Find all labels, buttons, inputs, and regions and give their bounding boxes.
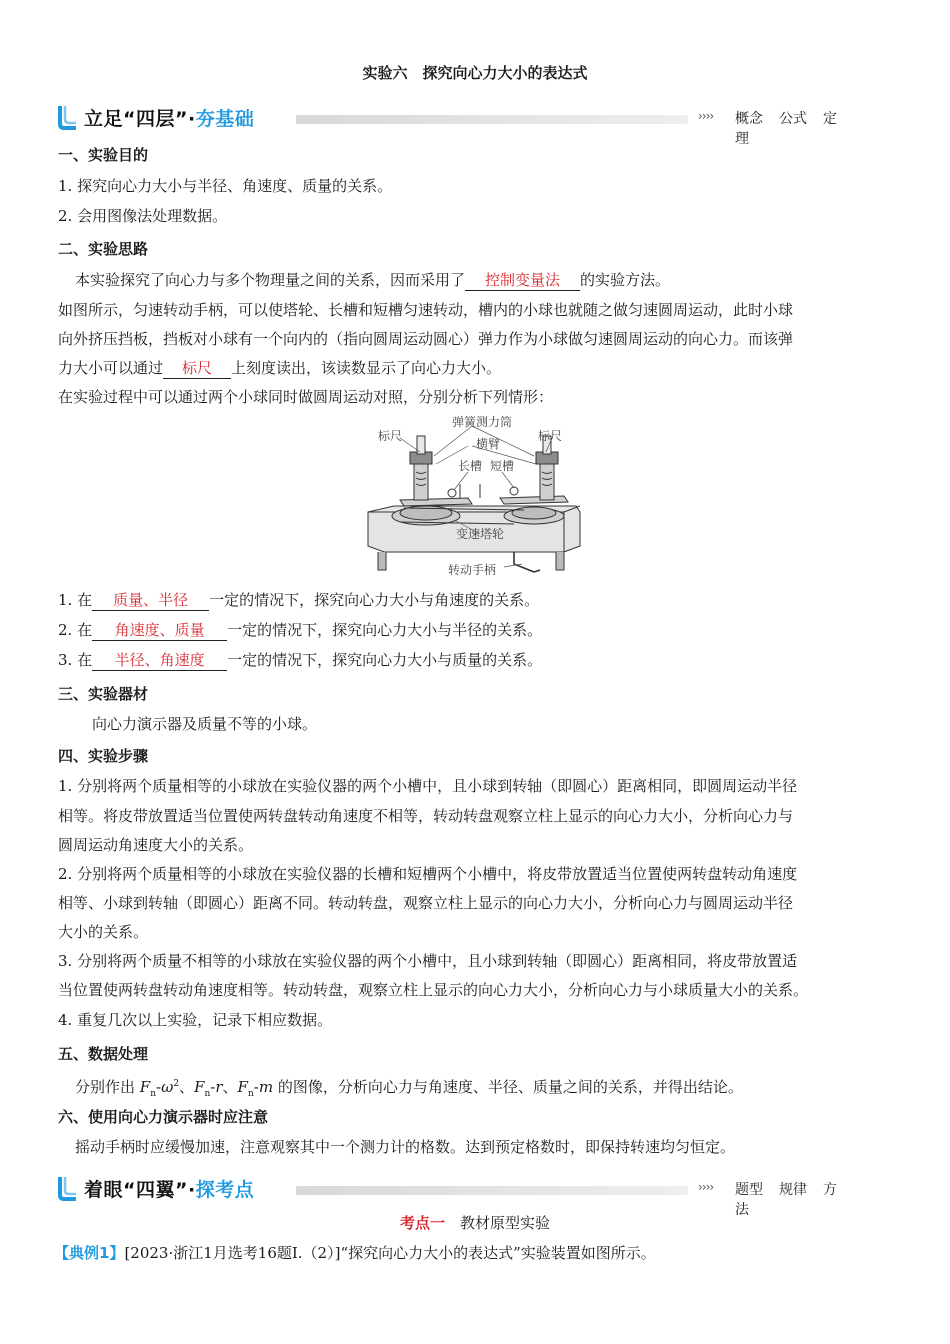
corner-bracket-icon bbox=[58, 1175, 78, 1201]
centripetal-apparatus-figure bbox=[364, 412, 586, 582]
heading-equipment: 三、实验器材 bbox=[58, 685, 149, 703]
figure-label: 变速塔轮 bbox=[456, 527, 505, 541]
heading-approach: 二、实验思路 bbox=[58, 240, 149, 258]
figure-label: 短槽 bbox=[490, 459, 515, 473]
corner-bracket-icon bbox=[58, 104, 78, 130]
heading-steps: 四、实验步骤 bbox=[58, 747, 149, 765]
figure-label: 长槽 bbox=[458, 459, 483, 473]
step-line: 3. 分别将两个质量不相等的小球放在实验仪器的两个小槽中，且小球到转轴（即圆心）距离相同，将皮带放置适 bbox=[58, 952, 798, 970]
answer-blank: 角速度、质量 bbox=[92, 620, 227, 641]
banner-title-left: 立足“四层”· bbox=[84, 108, 196, 130]
example-badge: 【典例1】 bbox=[54, 1244, 125, 1262]
banner-tag: 公式 bbox=[779, 111, 807, 127]
heading-notes: 六、使用向心力演示器时应注意 bbox=[58, 1108, 269, 1126]
answer-blank: 标尺 bbox=[163, 358, 231, 379]
case-item: 1. 在 质量、半径 一定的情况下，探究向心力大小与角速度的关系。 bbox=[58, 591, 540, 609]
answer-blank: 质量、半径 bbox=[92, 590, 209, 611]
step-line: 2. 分别将两个质量相等的小球放在实验仪器的长槽和短槽两个小槽中，将皮带放置适当位置使两转盘转动角速度 bbox=[58, 865, 798, 883]
figure-label: 弹簧测力筒 bbox=[452, 415, 513, 429]
banner-title-left: 着眼“四翼”· bbox=[84, 1179, 196, 1201]
approach-paragraph-2: 如图所示，匀速转动手柄，可以使塔轮、长槽和短槽匀速转动，槽内的小球也就随之做匀速圆周运动，此时小球 bbox=[58, 301, 794, 319]
step-line: 当位置使两转盘转动角速度相等。转动转盘，观察立柱上显示的向心力大小，分析向心力与小球质量大小的关系。 bbox=[58, 981, 809, 999]
banner-tag: 规律 bbox=[779, 1182, 807, 1198]
section-banner-basics bbox=[58, 102, 858, 147]
answer-blank: 半径、角速度 bbox=[92, 650, 227, 671]
step-line: 相等、小球到转轴（即圆心）距离不同。转动转盘，观察立柱上显示的向心力大小，分析向心力与圆周运动半径 bbox=[58, 894, 794, 912]
approach-paragraph-3: 在实验过程中可以通过两个小球同时做圆周运动对照，分别分析下列情形： bbox=[58, 388, 554, 406]
banner-title-right: 夯基础 bbox=[195, 108, 255, 130]
data-processing-text: 分别作出 $F_n-\omega^2$、$F_n-r$、$F_n-m$ 的图像，分析向心力与角速度、半径、质量之间的关系，并得出结论。 bbox=[75, 1078, 743, 1099]
banner-title-right: 探考点 bbox=[195, 1179, 255, 1201]
banner-tags bbox=[735, 108, 858, 148]
chevrons-icon: ›››› bbox=[698, 109, 714, 123]
figure-label: 标尺 bbox=[378, 429, 403, 443]
figure-label: 标尺 bbox=[538, 429, 563, 443]
equipment-text: 向心力演示器及质量不等的小球。 bbox=[92, 715, 318, 733]
chevrons-icon: ›››› bbox=[698, 1180, 714, 1194]
example-line: 【典例1】[2023·浙江1月选考16题Ⅰ.（2）]“探究向心力大小的表达式”实验装置如图所示。 bbox=[54, 1244, 656, 1262]
approach-paragraph-2: 力大小可以通过 标尺 上刻度读出，该读数显示了向心力大小。 bbox=[58, 359, 502, 377]
purpose-item: 1. 探究向心力大小与半径、角速度、质量的关系。 bbox=[58, 177, 393, 195]
banner-tag: 方法 bbox=[735, 1182, 837, 1218]
banner-bar bbox=[296, 1186, 688, 1195]
answer-blank: 控制变量法 bbox=[465, 270, 580, 291]
approach-paragraph-1: 本实验探究了向心力与多个物理量之间的关系，因而采用了 控制变量法 的实验方法。 bbox=[75, 271, 671, 289]
step-line: 圆周运动角速度大小的关系。 bbox=[58, 836, 254, 854]
purpose-item: 2. 会用图像法处理数据。 bbox=[58, 207, 228, 225]
section-banner-exam-points bbox=[58, 1173, 858, 1218]
banner-tag: 概念 bbox=[735, 111, 763, 127]
heading-data-processing: 五、数据处理 bbox=[58, 1045, 149, 1063]
step-line: 相等。将皮带放置适当位置使两转盘转动角速度不相等，转动转盘观察立柱上显示的向心力大小，分析向心力与 bbox=[58, 807, 794, 825]
approach-paragraph-2: 向外挤压挡板，挡板对小球有一个向内的（指向圆周运动圆心）弹力作为小球做匀速圆周运动的向心力。而该弹 bbox=[58, 330, 794, 348]
figure-label: 转动手柄 bbox=[448, 563, 497, 577]
case-item: 3. 在 半径、角速度 一定的情况下，探究向心力大小与质量的关系。 bbox=[58, 651, 543, 669]
heading-purpose: 一、实验目的 bbox=[58, 146, 149, 164]
banner-tag: 定理 bbox=[735, 111, 837, 147]
exam-point-title: 考点一 教材原型实验 bbox=[399, 1214, 551, 1232]
case-item: 2. 在 角速度、质量 一定的情况下，探究向心力大小与半径的关系。 bbox=[58, 621, 543, 639]
page-title: 实验六 探究向心力大小的表达式 bbox=[362, 64, 588, 82]
banner-bar bbox=[296, 115, 688, 124]
banner-tag: 题型 bbox=[735, 1182, 763, 1198]
step-line: 4. 重复几次以上实验，记录下相应数据。 bbox=[58, 1011, 333, 1029]
figure-label: 横臂 bbox=[476, 437, 501, 451]
step-line: 1. 分别将两个质量相等的小球放在实验仪器的两个小槽中，且小球到转轴（即圆心）距离相同，即圆周运动半径 bbox=[58, 777, 798, 795]
step-line: 大小的关系。 bbox=[58, 923, 149, 941]
notes-text: 摇动手柄时应缓慢加速，注意观察其中一个测力计的格数。达到预定格数时，即保持转速均匀恒定。 bbox=[75, 1138, 736, 1156]
